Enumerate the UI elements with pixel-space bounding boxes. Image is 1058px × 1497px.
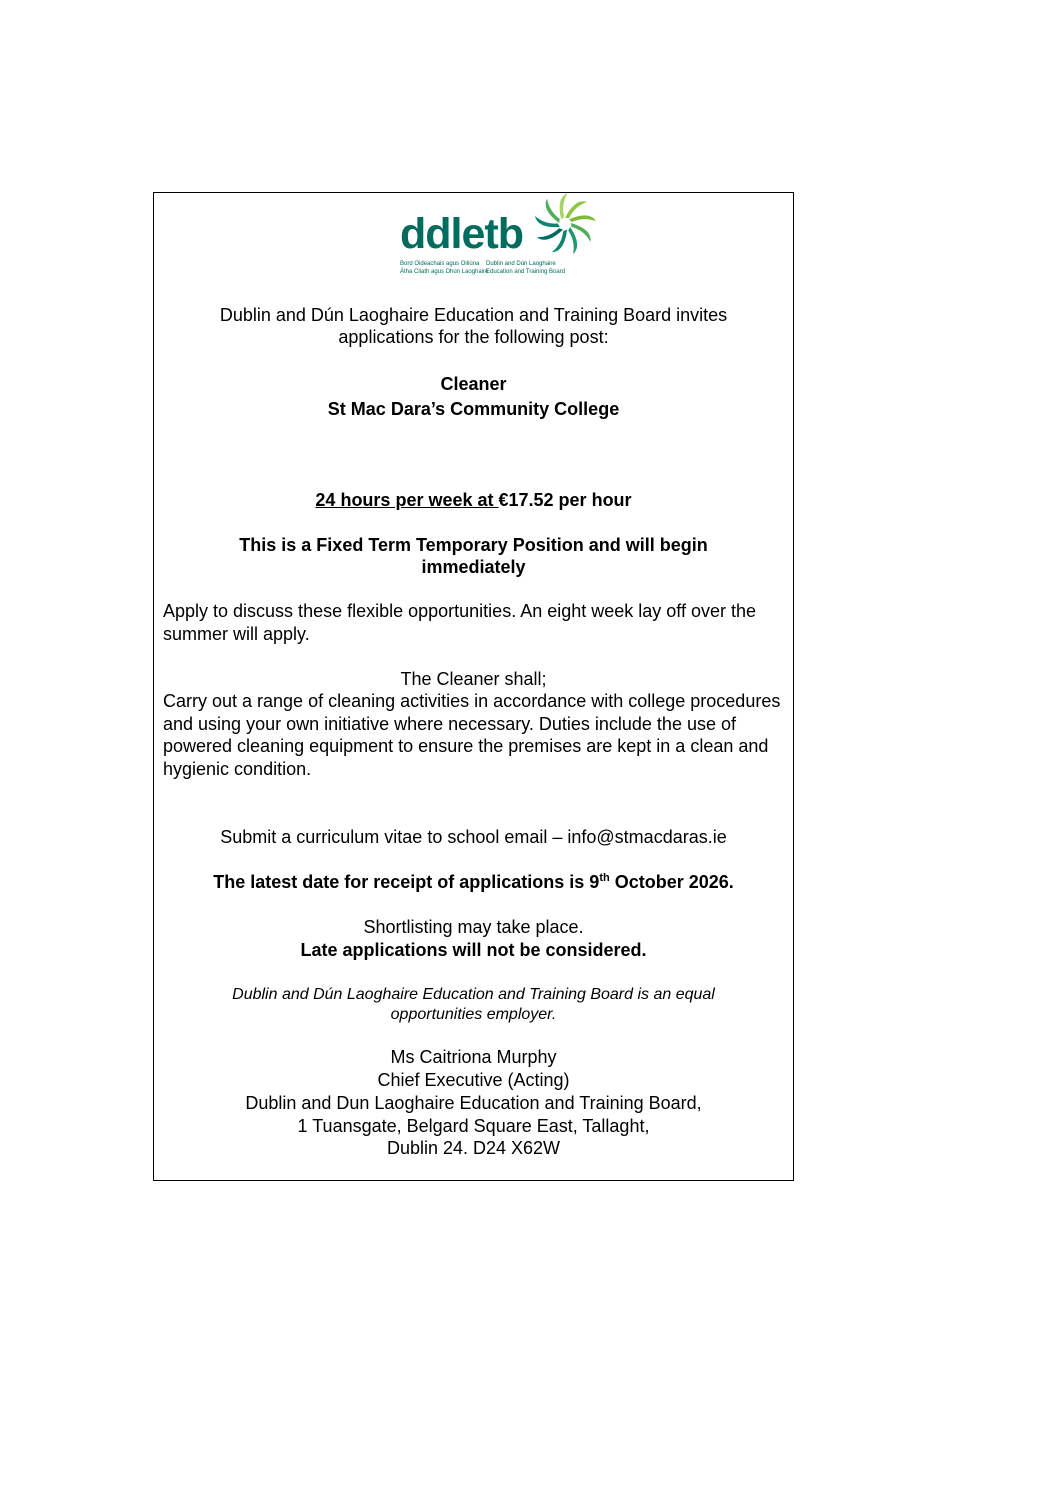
apply-note: Apply to discuss these flexible opportunities. An eight week lay off over the summer will apply. <box>163 601 757 644</box>
hours-underlined: 24 hours per week at <box>315 490 499 510</box>
submit-instruction: Submit a curriculum vitae to school email – info@stmacdaras.ie <box>220 827 727 847</box>
signature-address-2: Dublin 24. D24 X62W <box>386 1138 561 1158</box>
intro-line-2: applications for the following post: <box>338 327 609 347</box>
equal-opps-line-2: opportunities employer. <box>390 1006 557 1023</box>
signature-name: Ms Caitriona Murphy <box>390 1047 557 1067</box>
logo-sub-right-1: Dublin and Dún Laoghaire <box>486 261 556 267</box>
shortlisting-note: Shortlisting may take place. <box>363 917 584 937</box>
ddletb-logo <box>400 193 595 281</box>
logo-wordmark: ddletb <box>400 210 523 258</box>
deadline-before: The latest date for receipt of applications is 9 <box>213 872 600 892</box>
logo-sub-right-2: Education and Training Board <box>486 269 566 275</box>
equal-opps-line-1: Dublin and Dún Laoghaire Education and Training Board is an equal <box>232 986 715 1003</box>
swirl-icon <box>534 193 596 255</box>
post-college: St Mac Dara’s Community College <box>327 399 620 419</box>
signature-role: Chief Executive (Acting) <box>377 1070 570 1090</box>
duties-heading: The Cleaner shall; <box>400 669 547 689</box>
hours-rate <box>153 489 794 511</box>
deadline-after: October 2026. <box>609 872 734 892</box>
logo-sub-left-2: Átha Cliath agus Dhún Laoghaire <box>400 269 489 275</box>
logo-sub-left-1: Bord Oideachais agus Oiliúna <box>400 261 480 267</box>
signature-address-1: 1 Tuansgate, Belgard Square East, Tallaght, <box>297 1116 650 1136</box>
duties-text: Carry out a range of cleaning activities in accordance with college procedures and using your own initiative where necessary. Duties include the use of powered cleaning equipment to ensure the premises are kept in a clean and hygienic condition. <box>163 691 781 779</box>
logo-subtitle-irish <box>400 260 488 276</box>
deadline-sup: th <box>599 872 610 884</box>
deadline <box>153 871 794 893</box>
late-applications-note: Late applications will not be considered. <box>300 940 647 960</box>
hours-pay: €17.52 per hour <box>498 490 632 510</box>
post-title: Cleaner <box>440 374 507 394</box>
intro-line-1: Dublin and Dún Laoghaire Education and Training Board invites <box>219 305 728 325</box>
position-line-1: This is a Fixed Term Temporary Position and will begin <box>239 535 708 555</box>
position-line-2: immediately <box>421 557 526 577</box>
signature-org: Dublin and Dun Laoghaire Education and Training Board, <box>245 1093 702 1113</box>
logo-subtitle-english <box>486 260 565 276</box>
